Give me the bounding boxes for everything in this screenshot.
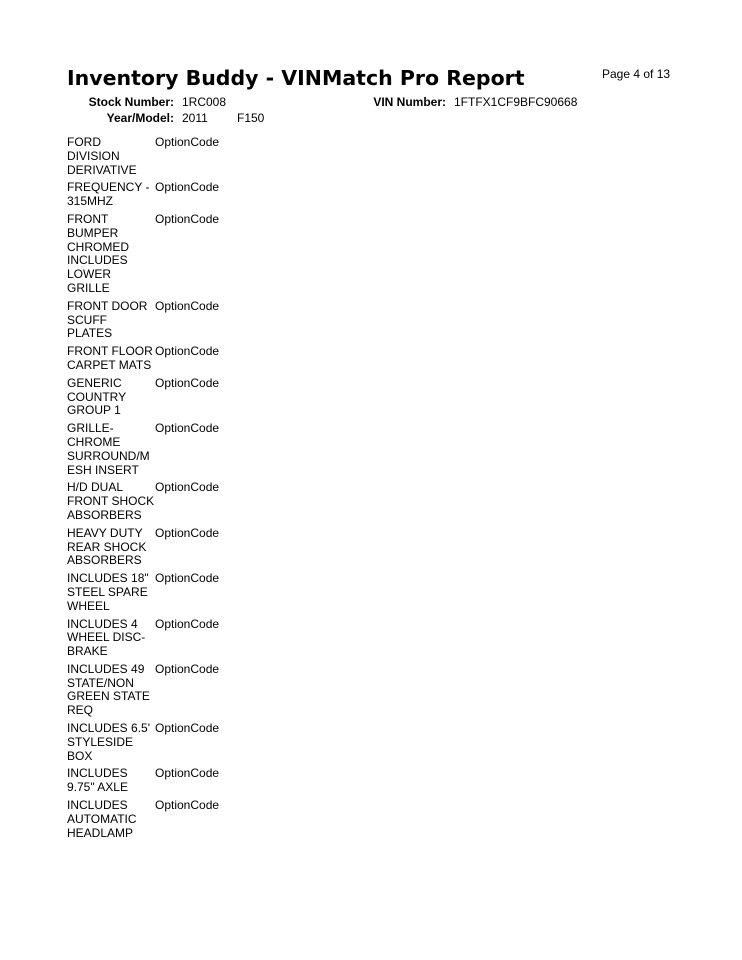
list-item [67, 300, 267, 341]
list-item [67, 213, 267, 296]
option-type: OptionCode [155, 766, 220, 781]
option-description: HEAVY DUTY REAR SHOCK ABSORBERS [67, 525, 147, 568]
options-list [67, 136, 267, 844]
list-item [67, 136, 267, 177]
option-type: OptionCode [155, 211, 220, 226]
vin-number-value: 1FTFX1CF9BFC90668 [454, 95, 578, 109]
option-description: INCLUDES AUTOMATIC HEADLAMP [67, 798, 137, 840]
stock-number-value: 1RC008 [182, 95, 227, 109]
list-item [67, 377, 267, 418]
vin-number-label: VIN Number: [373, 95, 446, 109]
option-type: OptionCode [155, 375, 220, 390]
option-description: FRONT FLOOR CARPET MATS [67, 344, 153, 372]
option-type: OptionCode [155, 721, 220, 736]
list-item [67, 181, 267, 209]
stock-number-label: Stock Number: [88, 95, 174, 109]
option-description: GENERIC COUNTRY GROUP 1 [67, 375, 126, 418]
option-description: GRILLE- CHROME SURROUND/MESH INSERT [67, 421, 150, 477]
option-type: OptionCode [155, 421, 220, 436]
year-value: 2011 [182, 111, 208, 125]
option-description: INCLUDES 18" STEEL SPARE WHEEL [67, 571, 149, 613]
option-type: OptionCode [155, 480, 220, 495]
option-description: FRONT BUMPER CHROMED INCLUDES LOWER GRILLE [67, 211, 129, 295]
option-description: H/D DUAL FRONT SHOCK ABSORBERS [67, 480, 155, 522]
option-type: OptionCode [155, 525, 220, 540]
list-item [67, 527, 267, 568]
list-item [67, 767, 267, 795]
option-type: OptionCode [155, 135, 220, 149]
list-item [67, 799, 267, 840]
list-item [67, 663, 267, 718]
list-item [67, 572, 267, 613]
option-description: INCLUDES 49 STATE/NON GREEN STATE REQ [67, 661, 150, 718]
list-item [67, 422, 267, 477]
option-type: OptionCode [155, 344, 220, 359]
report-title: Inventory Buddy - VINMatch Pro Report [67, 66, 525, 90]
model-value: F150 [237, 111, 265, 125]
option-description: INCLUDES 4 WHEEL DISC- BRAKE [67, 616, 146, 659]
option-type: OptionCode [155, 661, 220, 676]
option-description: FREQUENCY - 315MHZ [67, 180, 150, 209]
list-item [67, 618, 267, 659]
option-description: INCLUDES 9.75" AXLE [67, 766, 128, 795]
year-model-label: Year/Model: [106, 111, 174, 125]
option-type: OptionCode [155, 180, 220, 195]
option-type: OptionCode [155, 298, 220, 313]
option-type: OptionCode [155, 571, 220, 586]
option-type: OptionCode [155, 616, 220, 631]
list-item [67, 481, 267, 522]
list-item [67, 722, 267, 763]
option-type: OptionCode [155, 798, 220, 813]
option-description: INCLUDES 6.5' STYLESIDE BOX [67, 721, 150, 763]
option-description: FORD DIVISION DERIVATIVE [67, 135, 137, 177]
list-item [67, 345, 267, 373]
option-description: FRONT DOOR SCUFF PLATES [67, 298, 148, 341]
page-number: Page 4 of 13 [602, 67, 671, 81]
